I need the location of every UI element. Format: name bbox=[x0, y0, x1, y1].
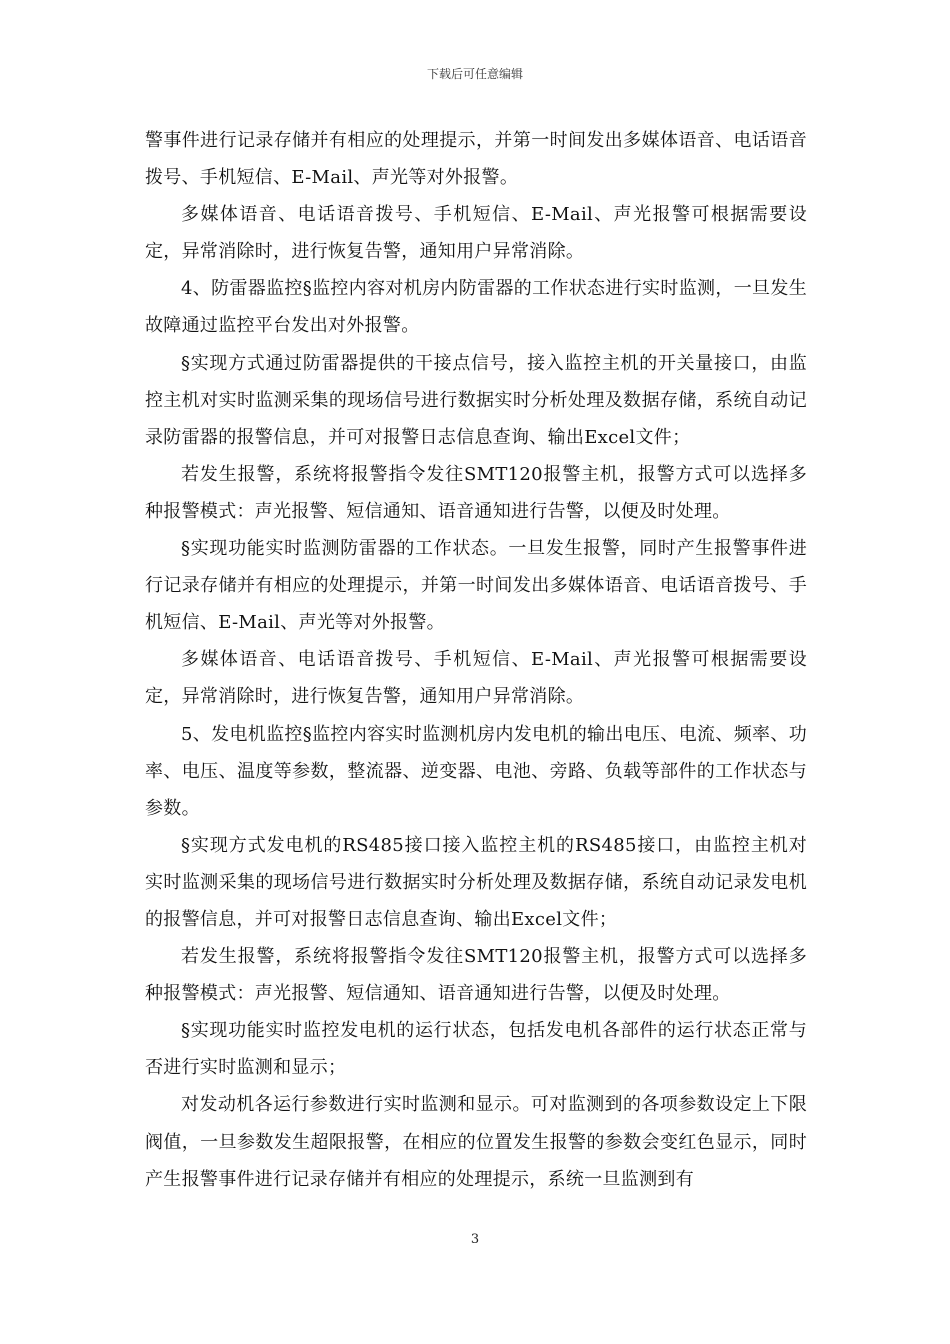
paragraph-1: 警事件进行记录存储并有相应的处理提示，并第一时间发出多媒体语音、电话语音拨号、手机短信、E-Mail、声光等对外报警。 bbox=[145, 130, 807, 189]
paragraph-4: §实现方式通过防雷器提供的干接点信号，接入监控主机的开关量接口，由监控主机对实时监测采集的现场信号进行数据实时分析处理及数据存储，系统自动记录防雷器的报警信息，并可对报警日志信息查询、输出Excel文件； bbox=[145, 352, 807, 448]
paragraph-7: 多媒体语音、电话语音拨号、手机短信、E-Mail、声光报警可根据需要设定，异常消除时，进行恢复告警，通知用户异常消除。 bbox=[145, 649, 807, 708]
page-header: 下载后可任意编辑 bbox=[426, 67, 523, 81]
paragraph-2: 多媒体语音、电话语音拨号、手机短信、E-Mail、声光报警可根据需要设定，异常消除时，进行恢复告警，通知用户异常消除。 bbox=[145, 204, 807, 263]
paragraph-6: §实现功能实时监测防雷器的工作状态。一旦发生报警，同时产生报警事件进行记录存储并有相应的处理提示，并第一时间发出多媒体语音、电话语音拨号、手机短信、E-Mail、声光等对外报警。 bbox=[145, 538, 807, 634]
paragraph-10: 若发生报警，系统将报警指令发往SMT120报警主机，报警方式可以选择多种报警模式：声光报警、短信通知、语音通知进行告警，以便及时处理。 bbox=[145, 946, 807, 1005]
paragraph-3: 4、防雷器监控§监控内容对机房内防雷器的工作状态进行实时监测，一旦发生故障通过监控平台发出对外报警。 bbox=[145, 278, 807, 337]
paragraph-8: 5、发电机监控§监控内容实时监测机房内发电机的输出电压、电流、频率、功率、电压、温度等参数，整流器、逆变器、电池、旁路、负载等部件的工作状态与参数。 bbox=[145, 723, 807, 819]
page-number: 3 bbox=[470, 1232, 480, 1247]
document-body bbox=[145, 122, 807, 1198]
paragraph-12: 对发动机各运行参数进行实时监测和显示。可对监测到的各项参数设定上下限阀值，一旦参数发生超限报警，在相应的位置发生报警的参数会变红色显示，同时产生报警事件进行记录存储并有相应的处理提示，系统一旦监测到有 bbox=[145, 1094, 807, 1190]
paragraph-11: §实现功能实时监控发电机的运行状态，包括发电机各部件的运行状态正常与否进行实时监测和显示； bbox=[145, 1020, 807, 1079]
paragraph-9: §实现方式发电机的RS485接口接入监控主机的RS485接口，由监控主机对实时监测采集的现场信号进行数据实时分析处理及数据存储，系统自动记录发电机的报警信息，并可对报警日志信息查询、输出Excel文件； bbox=[145, 834, 807, 930]
paragraph-5: 若发生报警，系统将报警指令发往SMT120报警主机，报警方式可以选择多种报警模式：声光报警、短信通知、语音通知进行告警，以便及时处理。 bbox=[145, 463, 807, 522]
